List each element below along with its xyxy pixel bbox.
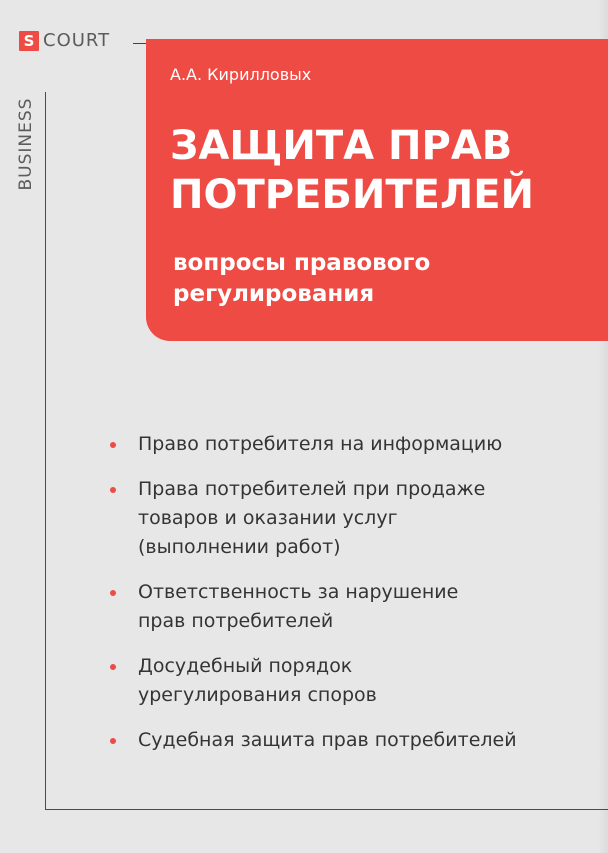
book-subtitle: вопросы правового регулирования bbox=[173, 250, 431, 307]
topic-text: Судебная защита прав потребителей bbox=[138, 729, 517, 751]
topic-text: Досудебный порядок урегулирования споров bbox=[138, 655, 377, 706]
series-label-wrapper bbox=[5, 40, 39, 191]
bullet-icon bbox=[110, 442, 116, 448]
bottom-rule bbox=[45, 809, 608, 810]
publisher-logo-mark: S bbox=[19, 31, 39, 51]
author-name: А.А. Кирилловых bbox=[170, 65, 312, 84]
topic-item bbox=[108, 652, 578, 710]
publisher-logo-text: COURT bbox=[43, 30, 111, 51]
topic-list bbox=[108, 430, 578, 771]
topic-text: Ответственность за нарушение прав потребителей bbox=[138, 581, 459, 632]
topic-item bbox=[108, 475, 578, 562]
bullet-icon bbox=[110, 738, 116, 744]
vertical-rule bbox=[45, 92, 46, 810]
bullet-icon bbox=[110, 487, 116, 493]
bullet-icon bbox=[110, 590, 116, 596]
topic-text: Право потребителя на информацию bbox=[138, 433, 503, 455]
topic-text: Права потребителей при продаже товаров и оказании услуг (выполнении работ) bbox=[138, 478, 486, 558]
topic-item bbox=[108, 578, 578, 636]
series-label: BUSINESS bbox=[16, 97, 36, 191]
topic-item bbox=[108, 430, 578, 459]
bullet-icon bbox=[110, 664, 116, 670]
topic-item bbox=[108, 726, 578, 755]
book-title: ЗАЩИТА ПРАВ ПОТРЕБИТЕЛЕЙ bbox=[170, 123, 535, 218]
